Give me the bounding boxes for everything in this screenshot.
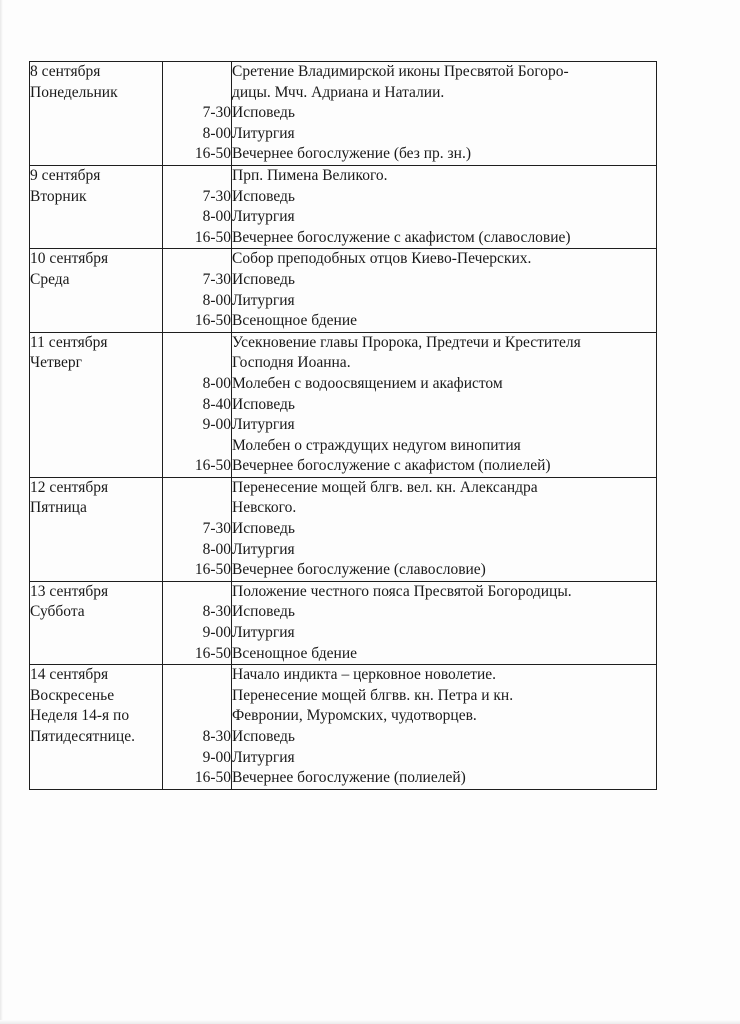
- event-text: Прп. Пимена Великого.: [232, 166, 388, 184]
- event-text: Литургия: [232, 624, 295, 642]
- event-text: Вечернее богослужение с акафистом (славословие): [232, 228, 571, 246]
- time-cell: [163, 477, 232, 581]
- time-cell: [163, 165, 232, 248]
- event-text: Литургия: [232, 748, 295, 766]
- service-schedule-table: [29, 61, 657, 790]
- service-time: 8-00: [202, 124, 231, 142]
- event-text: Февронии, Муромских, чудотворцев.: [232, 707, 477, 725]
- event-text: Вечернее богослужение с акафистом (полиелей): [232, 457, 551, 475]
- time-spacer: [163, 436, 231, 457]
- day-label: Суббота: [30, 603, 85, 621]
- event-cell: [232, 665, 657, 790]
- service-time: 8-30: [202, 728, 231, 745]
- date-label: 8 сентября: [30, 63, 101, 80]
- event-text: Молебен о страждущих недугом винопития: [232, 436, 521, 454]
- time-spacer: [163, 498, 231, 519]
- time-spacer: [163, 249, 231, 270]
- day-row: [30, 165, 657, 248]
- event-cell: [232, 477, 657, 581]
- time-cell: [163, 581, 232, 664]
- time-spacer: [163, 333, 231, 354]
- scan-left-edge: [0, 0, 3, 1024]
- event-text: Перенесение мощей блгвв. кн. Петра и кн.: [232, 686, 514, 704]
- scan-bottom-edge: [0, 1020, 740, 1024]
- event-text: Всенощное бдение: [232, 312, 357, 330]
- day-row: [30, 332, 657, 477]
- event-text: Литургия: [232, 124, 295, 142]
- event-cell: [232, 249, 657, 332]
- event-text: Литургия: [232, 540, 295, 558]
- time-cell: [163, 665, 232, 790]
- time-spacer: [163, 478, 231, 499]
- service-time: 8-00: [202, 540, 231, 558]
- date-label: 13 сентября: [30, 582, 109, 600]
- date-label: 9 сентября: [30, 166, 101, 184]
- event-cell: [232, 581, 657, 664]
- time-cell: [163, 249, 232, 332]
- day-label: Среда: [30, 270, 70, 288]
- service-time: 7-30: [202, 520, 231, 538]
- time-spacer: [163, 665, 231, 686]
- date-label: 12 сентября: [30, 478, 109, 496]
- time-spacer: [163, 83, 231, 104]
- schedule-body: [30, 62, 657, 790]
- service-time: 8-30: [202, 603, 231, 621]
- date-label: 10 сентября: [30, 250, 109, 268]
- time-cell: [163, 332, 232, 477]
- event-text: Молебен с водоосвящением и акафистом: [232, 374, 503, 392]
- date-label: 11 сентября: [30, 333, 108, 351]
- event-text: Исповедь: [232, 104, 295, 122]
- event-text: Вечернее богослужение (без пр. зн.): [232, 145, 471, 163]
- service-time: 16-50: [194, 312, 231, 330]
- event-text: Вечернее богослужение (полиелей): [232, 769, 466, 787]
- time-spacer: [163, 686, 231, 707]
- day-label: Воскресенье: [30, 686, 115, 704]
- event-text: Начало индикта – церковное новолетие.: [232, 666, 497, 684]
- event-cell: [232, 165, 657, 248]
- event-text: Исповедь: [232, 603, 295, 621]
- event-text: Невского.: [232, 499, 297, 517]
- event-text: Исповедь: [232, 395, 295, 413]
- service-time: 16-50: [194, 228, 231, 246]
- service-time: 16-50: [194, 561, 231, 579]
- day-label: Четверг: [30, 354, 82, 372]
- time-spacer: [163, 166, 231, 187]
- day-cell: [30, 332, 163, 477]
- day-label: Вторник: [30, 187, 87, 205]
- event-text: Литургия: [232, 291, 295, 309]
- day-row: [30, 249, 657, 332]
- day-label: Пятидесятнице.: [30, 728, 135, 745]
- event-cell: [232, 62, 657, 166]
- event-text: Исповедь: [232, 728, 295, 745]
- service-time: 16-50: [194, 769, 231, 787]
- event-text: Перенесение мощей блгв. вел. кн. Александра: [232, 478, 538, 496]
- service-time: 7-30: [202, 104, 231, 122]
- time-spacer: [163, 62, 231, 83]
- event-text: дицы. Мчч. Адриана и Наталии.: [232, 83, 445, 101]
- day-cell: [30, 62, 163, 166]
- event-text: Исповедь: [232, 520, 295, 538]
- time-spacer: [163, 353, 231, 374]
- service-time: 9-00: [202, 416, 231, 434]
- day-cell: [30, 581, 163, 664]
- day-cell: [30, 665, 163, 790]
- service-time: 8-00: [202, 208, 231, 226]
- time-cell: [163, 62, 232, 166]
- service-time: 7-30: [202, 270, 231, 288]
- day-cell: [30, 477, 163, 581]
- day-label: Понедельник: [30, 83, 118, 101]
- event-text: Собор преподобных отцов Киево-Печерских.: [232, 250, 532, 268]
- date-label: 14 сентября: [30, 666, 109, 684]
- event-text: Исповедь: [232, 187, 295, 205]
- day-label: Неделя 14-я по: [30, 707, 130, 725]
- event-text: Усекновение главы Пророка, Предтечи и Крестителя: [232, 333, 581, 351]
- service-time: 9-00: [202, 624, 231, 642]
- day-row: [30, 581, 657, 664]
- time-spacer: [163, 582, 231, 603]
- service-time: 9-00: [202, 748, 231, 766]
- event-cell: [232, 332, 657, 477]
- event-text: Вечернее богослужение (славословие): [232, 561, 486, 579]
- day-row: [30, 62, 657, 166]
- day-label: Пятница: [30, 499, 87, 517]
- event-text: Всенощное бдение: [232, 644, 357, 662]
- service-time: 16-50: [194, 644, 231, 662]
- event-text: Сретение Владимирской иконы Пресвятой Богоро-: [232, 63, 569, 80]
- day-cell: [30, 165, 163, 248]
- day-row: [30, 665, 657, 790]
- day-cell: [30, 249, 163, 332]
- service-time: 16-50: [194, 457, 231, 475]
- service-time: 8-40: [202, 395, 231, 413]
- service-time: 8-00: [202, 291, 231, 309]
- event-text: Исповедь: [232, 270, 295, 288]
- event-text: Господня Иоанна.: [232, 354, 351, 372]
- event-text: Литургия: [232, 416, 295, 434]
- day-row: [30, 477, 657, 581]
- time-spacer: [163, 706, 231, 727]
- service-time: 16-50: [194, 145, 231, 163]
- event-text: Литургия: [232, 208, 295, 226]
- event-text: Положение честного пояса Пресвятой Богородицы.: [232, 582, 572, 600]
- service-time: 8-00: [202, 374, 231, 392]
- service-time: 7-30: [202, 187, 231, 205]
